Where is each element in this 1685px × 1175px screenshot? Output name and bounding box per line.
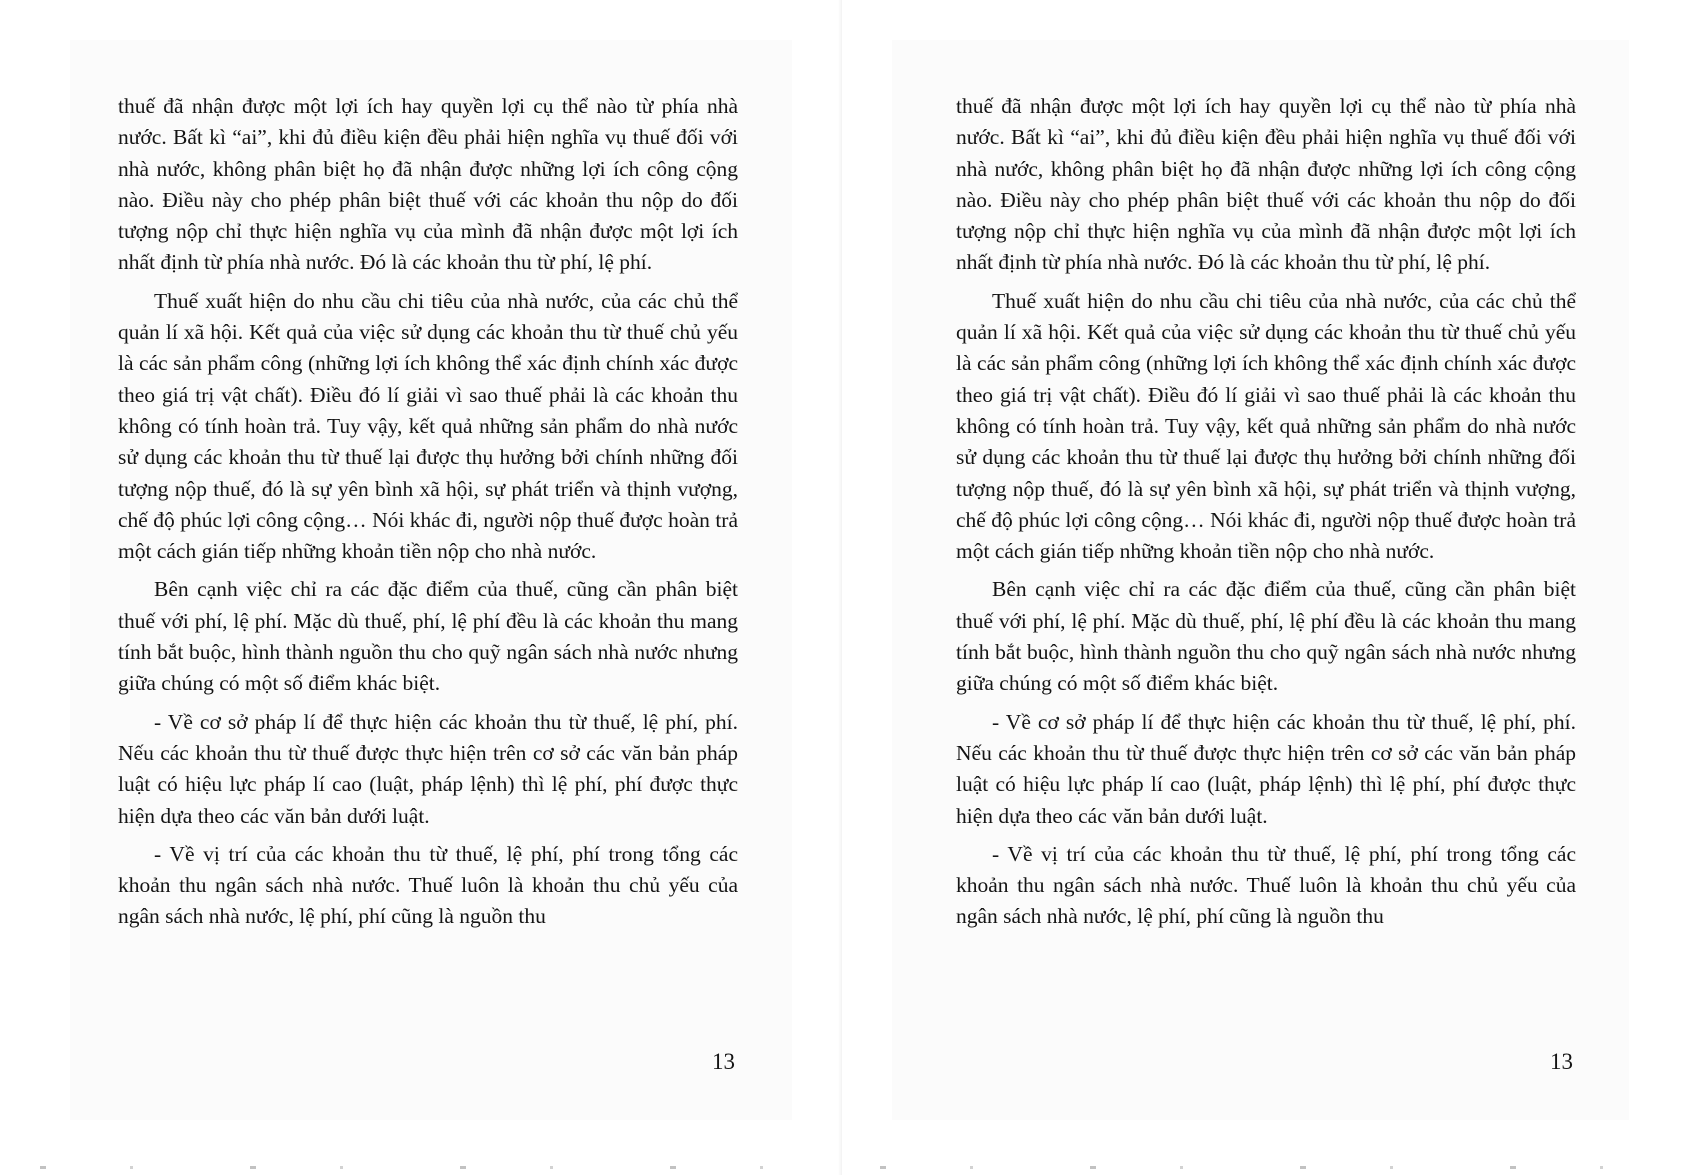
paragraph: Thuế xuất hiện do nhu cầu chi tiêu của nhà nước, của các chủ thể quản lí xã hội. Kết quả của việc sử dụng các khoản thu từ thuế chủ yếu là các sản phẩm công (những lợi ích không thể xác định chính xác được theo giá trị vật chất). Điều đó lí giải vì sao thuế phải là các khoản thu không có tính hoàn trả. Tuy vậy, kết quả những sản phẩm do nhà nước sử dụng các khoản thu từ thuế lại được thụ hưởng bởi chính những đối tượng nộp thuế, đó là sự yên bình xã hội, sự phát triển và thịnh vượng, chế độ phúc lợi công cộng… Nói khác đi, người nộp thuế được hoàn trả một cách gián tiếp những khoản tiền nộp cho nhà nước.: [956, 288, 1576, 564]
page-number: 13: [712, 1049, 735, 1074]
paragraph: - Về cơ sở pháp lí để thực hiện các khoản thu từ thuế, lệ phí, phí. Nếu các khoản thu từ thuế được thực hiện trên cơ sở các văn bản pháp luật có hiệu lực pháp lí cao (luật, pháp lệnh) thì lệ phí, phí được thực hiện dựa theo các văn bản dưới luật.: [118, 709, 738, 828]
right-page: [842, 0, 1684, 1175]
paragraph: Bên cạnh việc chỉ ra các đặc điểm của thuế, cũng cần phân biệt thuế với phí, lệ phí. Mặc dù thuế, phí, lệ phí đều là các khoản thu mang tính bắt buộc, hình thành nguồn thu cho quỹ ngân sách nhà nước nhưng giữa chúng có một số điểm khác biệt.: [118, 577, 738, 696]
paragraph: Bên cạnh việc chỉ ra các đặc điểm của thuế, cũng cần phân biệt thuế với phí, lệ phí. Mặc dù thuế, phí, lệ phí đều là các khoản thu mang tính bắt buộc, hình thành nguồn thu cho quỹ ngân sách nhà nước nhưng giữa chúng có một số điểm khác biệt.: [956, 577, 1576, 696]
paragraph: thuế đã nhận được một lợi ích hay quyền lợi cụ thể nào từ phía nhà nước. Bất kì “ai”, khi đủ điều kiện đều phải hiện nghĩa vụ thuế đối với nhà nước, không phân biệt họ đã nhận được những lợi ích công cộng nào. Điều này cho phép phân biệt thuế với các khoản thu nộp do đối tượng nộp chỉ thực hiện nghĩa vụ của mình đã nhận được một lợi ích nhất định từ phía nhà nước. Đó là các khoản thu từ phí, lệ phí.: [956, 94, 1576, 275]
left-page: [0, 0, 842, 1175]
scan-edge-specks: [0, 1166, 1685, 1169]
page-number: 13: [1550, 1049, 1573, 1074]
paragraph: - Về vị trí của các khoản thu từ thuế, lệ phí, phí trong tổng các khoản thu ngân sách nhà nước. Thuế luôn là khoản thu chủ yếu của ngân sách nhà nước, lệ phí, phí cũng là nguồn thu: [956, 841, 1576, 929]
paragraph: - Về cơ sở pháp lí để thực hiện các khoản thu từ thuế, lệ phí, phí. Nếu các khoản thu từ thuế được thực hiện trên cơ sở các văn bản pháp luật có hiệu lực pháp lí cao (luật, pháp lệnh) thì lệ phí, phí được thực hiện dựa theo các văn bản dưới luật.: [956, 709, 1576, 828]
paragraph: - Về vị trí của các khoản thu từ thuế, lệ phí, phí trong tổng các khoản thu ngân sách nhà nước. Thuế luôn là khoản thu chủ yếu của ngân sách nhà nước, lệ phí, phí cũng là nguồn thu: [118, 841, 738, 929]
paragraph: thuế đã nhận được một lợi ích hay quyền lợi cụ thể nào từ phía nhà nước. Bất kì “ai”, khi đủ điều kiện đều phải hiện nghĩa vụ thuế đối với nhà nước, không phân biệt họ đã nhận được những lợi ích công cộng nào. Điều này cho phép phân biệt thuế với các khoản thu nộp do đối tượng nộp chỉ thực hiện nghĩa vụ của mình đã nhận được một lợi ích nhất định từ phía nhà nước. Đó là các khoản thu từ phí, lệ phí.: [118, 94, 738, 275]
paragraph: Thuế xuất hiện do nhu cầu chi tiêu của nhà nước, của các chủ thể quản lí xã hội. Kết quả của việc sử dụng các khoản thu từ thuế chủ yếu là các sản phẩm công (những lợi ích không thể xác định chính xác được theo giá trị vật chất). Điều đó lí giải vì sao thuế phải là các khoản thu không có tính hoàn trả. Tuy vậy, kết quả những sản phẩm do nhà nước sử dụng các khoản thu từ thuế lại được thụ hưởng bởi chính những đối tượng nộp thuế, đó là sự yên bình xã hội, sự phát triển và thịnh vượng, chế độ phúc lợi công cộng… Nói khác đi, người nộp thuế được hoàn trả một cách gián tiếp những khoản tiền nộp cho nhà nước.: [118, 288, 738, 564]
body-text: [956, 91, 1576, 940]
body-text: [118, 91, 738, 940]
